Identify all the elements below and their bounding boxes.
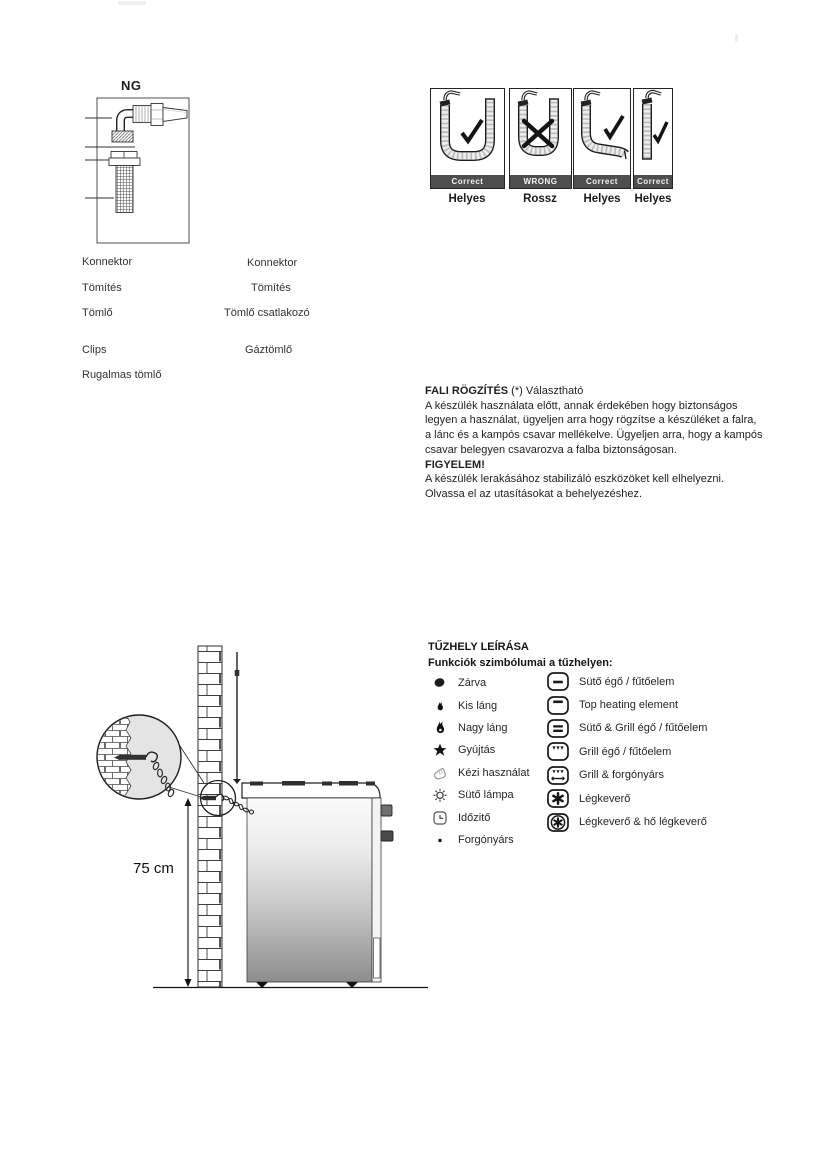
hose-correct-straight-drawing [634,89,671,174]
hose-panel-4 [633,88,673,189]
symbol-label: Nagy láng [458,721,508,734]
check-mark-icon [654,122,667,141]
hose-wrong-u-drawing [510,89,570,174]
part-label: Tömlő [82,307,113,319]
symbol-row [430,829,530,851]
warning-text-line: Olvassa el az utasításokat a behelyezéshez. [425,487,643,500]
fan-icon [545,788,571,810]
symbol-label: Sütő égő / fűtőelem [579,675,675,688]
part-label: Rugalmas tömlő [82,369,162,381]
check-mark-icon [605,116,623,137]
hook-screw [120,755,146,760]
hose-correct-u-drawing [431,89,503,174]
part-label: Konnektor [82,256,133,268]
grill-rotisserie-icon [545,764,571,786]
symbol-label: Kis láng [458,699,498,712]
symbol-label: Légkeverő & hő légkeverő [579,816,707,829]
hose-status-banner: WRONG [510,175,571,188]
scan-artifact [118,1,146,5]
fan-heat-icon [545,811,571,833]
hose-panel-1 [430,88,505,189]
symbol-label: Sütő & Grill égő / fűtőelem [579,722,708,735]
symbol-row [430,694,530,716]
wall-mount-section [425,384,765,502]
manual-use-icon [430,763,450,783]
warning-text-line: A készülék lerakásához stabilizáló eszközöket kell elhelyezni. [425,473,724,486]
check-mark-icon [462,120,482,141]
warning-heading: FIGYELEM! [425,458,485,471]
part-label: Konnektor [247,257,298,269]
stove-knob [381,805,392,816]
symbol-row [545,717,707,740]
oven-grill-icon [545,717,571,739]
rotisserie-dot-icon [430,830,450,850]
grill-burner-icon [545,741,571,763]
cross-mark-icon [524,121,552,146]
symbol-row [430,806,530,828]
wall-mount-text-line: a lánc és a kampós csavar mellékelve. Ügyeljen arra, hogy a kampós [425,429,763,442]
gas-connector-diagram [80,94,195,246]
large-flame-icon [430,718,450,738]
ng-diagram-title: NG [121,78,142,93]
wall-mount-heading: FALI RÖGZÍTÉS (*) Választható [425,385,584,397]
symbol-row [545,693,707,716]
hose-status-label: Helyes [634,193,672,205]
stove-side-view [242,781,393,988]
scan-artifact [735,34,738,42]
symbol-row [430,739,530,761]
symbol-label: Top heating element [579,699,679,712]
dimension-label: 75 cm [133,860,174,877]
small-flame-icon [430,696,450,716]
wall-fixing-diagram [90,640,430,1000]
symbol-row [545,810,707,833]
hose-correct-curve-drawing [574,89,629,174]
hose-status-banner: Correct [574,175,630,188]
oven-lamp-icon [430,785,450,805]
symbol-row [430,672,530,694]
symbol-label: Grill égő / fűtőelem [579,745,672,758]
hose-status-label: Helyes [583,193,621,205]
symbol-label: Sütő lámpa [458,789,514,802]
hose-status-banner: Correct [431,175,504,188]
part-label: Clips [82,344,107,356]
stove-knob [381,831,393,841]
symbol-label: Grill & forgónyárs [579,769,664,782]
symbol-label: Légkeverő [579,792,631,805]
symbol-row [545,670,707,693]
part-label: Tömítés [82,282,122,294]
symbol-row [430,784,530,806]
hose-status-label: Rossz [523,193,557,205]
oven-burner-icon [545,671,571,693]
symbol-list-left [430,672,530,851]
symbol-label: Időzitő [458,811,491,824]
hob-heading: TŰZHELY LEÍRÁSA [428,641,529,653]
symbol-row [545,787,707,810]
wall-mount-text-line: legyen a használat, ügyeljen arra hogy rögzítse a készüléket a falra, [425,414,757,427]
hob-subheading: Funkciók szimbólumai a tűzhelyen: [428,657,613,669]
chain-hook-inset [97,715,181,800]
symbol-label: Gyújtás [458,744,496,757]
wall-mount-text-line: A készülék használata előtt, annak érdekében hogy biztonságos [425,399,738,412]
hose-status-label: Helyes [448,193,486,205]
brick-wall [198,646,222,987]
wall-mount-text-line: csavar belegyen csavarozva a falba biztonságosan. [425,443,677,456]
hose-panel-3 [573,88,631,189]
symbol-row [430,762,530,784]
dimension-arrow [185,798,192,987]
hose-panel-2 [509,88,572,189]
symbol-row [430,717,530,739]
symbol-label: Kézi használat [458,766,530,779]
symbol-row [545,764,707,787]
part-label: Tömítés [251,282,291,294]
part-label: Tömlő csatlakozó [224,307,310,319]
symbol-list-right [545,670,707,834]
hose-status-banner: Correct [634,175,672,188]
symbol-label: Zárva [458,677,487,690]
timer-icon [430,808,450,828]
support-rod [233,652,241,784]
top-heating-icon [545,694,571,716]
symbol-label: Forgónyárs [458,833,514,846]
symbol-row [545,740,707,763]
closed-icon [430,673,450,693]
ignition-icon [430,740,450,760]
part-label: Gáztömlő [245,344,293,356]
